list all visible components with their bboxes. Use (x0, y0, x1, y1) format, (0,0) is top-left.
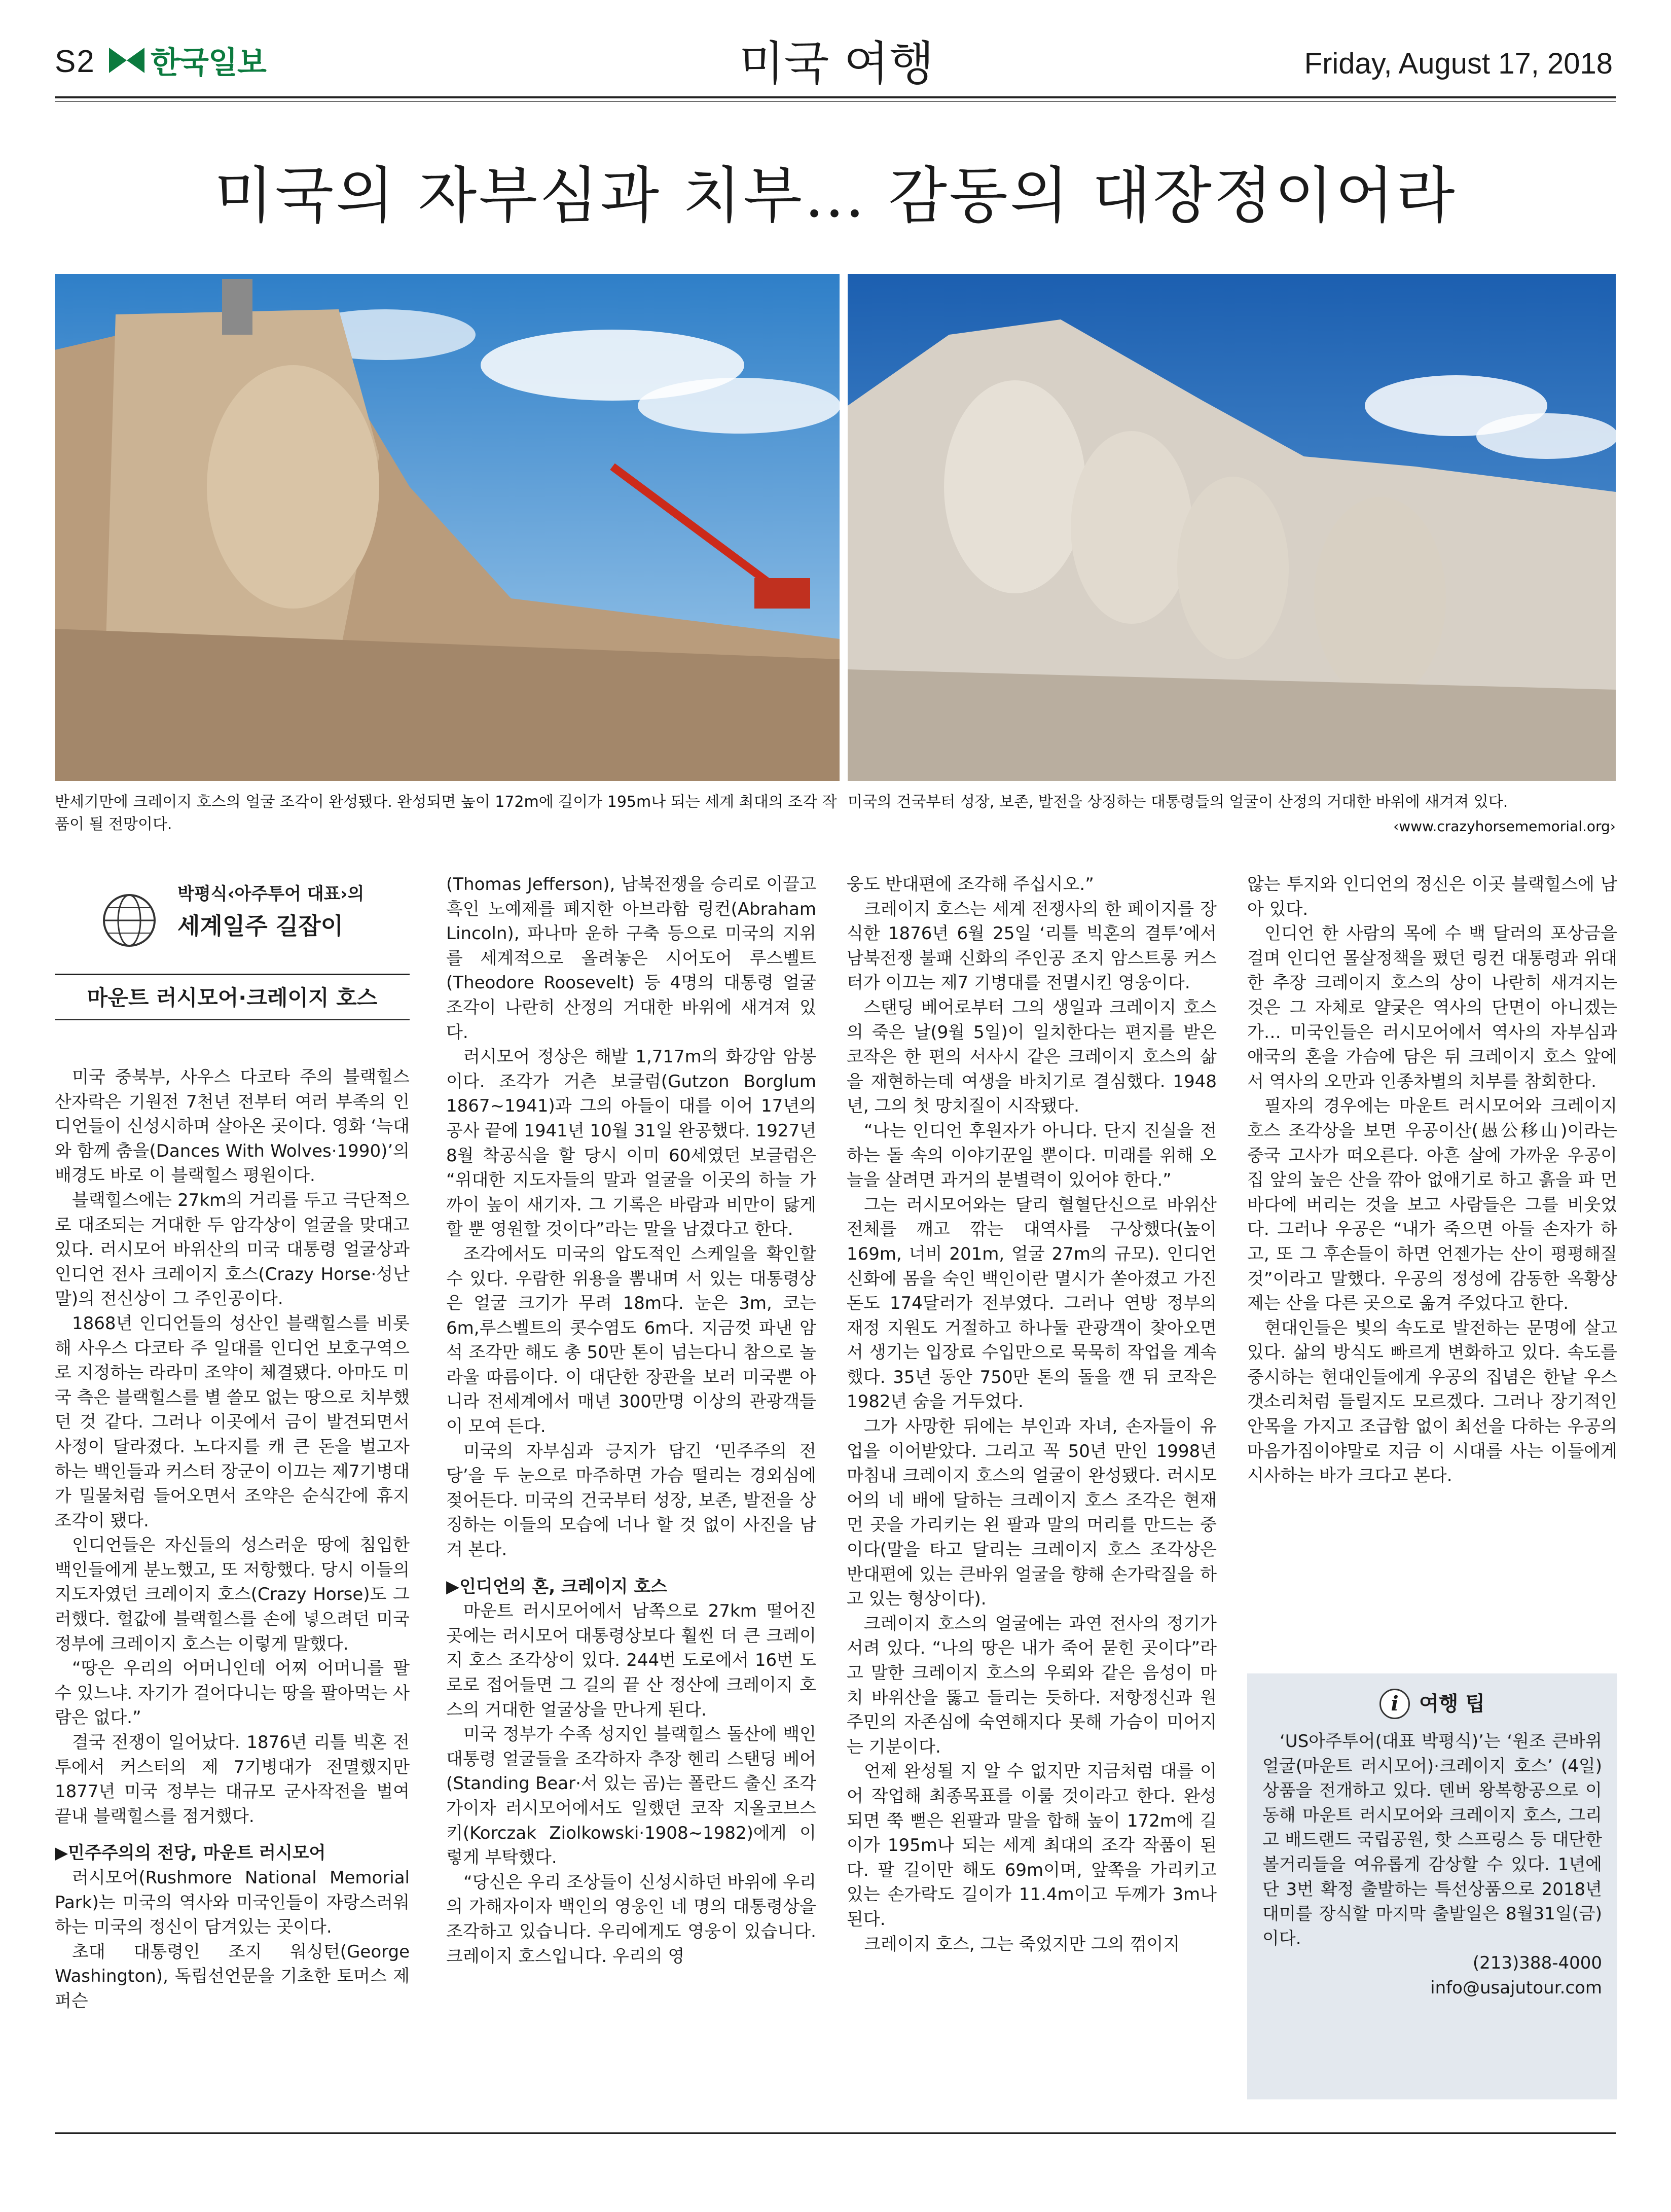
column-4 (1247, 872, 1617, 1488)
travel-tip-email[interactable]: info@usajutour.com (1430, 1977, 1602, 1998)
logo-bowtie-icon (109, 48, 144, 73)
travel-tip-body: ‘US아주투어(대표 박평식)’는 ‘원조 큰바위얼굴(마운트 러시모어)·크레이지 호스’ (4일) 상품을 전개하고 있다. 덴버 왕복항공으로 이동해 마운트 러시모어와 크레이지 호스, 그리고 배드랜드 국립공원, 핫 스프링스 등 대단한 볼거리들을 여유롭게 감상할 수 있다. 1년에 단 3번 확정 출발하는 특선상품으로 2018년 대미를 장식할 마지막 출발일은 8월31일(금)이다. (1262, 1731, 1602, 1949)
column-1 (55, 1065, 410, 2014)
paragraph: 결국 전쟁이 일어났다. 1876년 리틀 빅혼 전투에서 커스터의 제 7기병대가 전멸했지만 1877년 미국 정부는 대규모 군사작전을 벌여 끝내 블랙힐스를 점거했다. (55, 1732, 410, 1827)
travel-tip-content (1262, 1689, 1602, 2001)
paragraph: 마운트 러시모어에서 남쪽으로 27km 떨어진 곳에는 러시모어 대통령상보다 훨씬 더 큰 크레이지 호스 조각상이 있다. 244번 도로에서 16번 도로로 접어들면 그 길의 끝 산 정산에 크레이지 호스의 거대한 얼굴상을 만나게 된다. (446, 1601, 816, 1720)
byline-rule-bottom (55, 1019, 410, 1020)
section-title: 미국 여행 (739, 37, 934, 91)
travel-tip-header (1262, 1689, 1602, 1719)
paragraph: 미국의 자부심과 긍지가 담긴 ‘민주주의 전당’을 두 눈으로 마주하면 가슴 떨리는 경외심에 젖어든다. 미국의 건국부터 성장, 보존, 발전을 상징하는 이들의 모습에 너나 할 것 없이 사진을 남겨 본다. (446, 1441, 816, 1560)
paragraph: 초대 대통령인 조지 워싱턴(George Washington), 독립선언문을 기초한 토머스 제퍼슨 (55, 1941, 410, 2011)
paragraph: “나는 인디언 후원자가 아니다. 단지 진실을 전하는 돌 속의 이야기꾼일 뿐이다. 미래를 위해 오늘을 살려면 과거의 분별력이 있어야 한다.” (847, 1120, 1217, 1191)
crazy-horse-photo (55, 274, 840, 781)
byline-series: 세계일주 길잡이 (177, 912, 344, 940)
paragraph: 않는 투지와 인디언의 정신은 이곳 블랙힐스에 남아 있다. (1247, 874, 1617, 919)
globe-icon (101, 893, 157, 948)
paragraph: 조각에서도 미국의 압도적인 스케일을 확인할 수 있다. 우람한 위용을 뽐내며 서 있는 대통령상은 얼굴 크기가 무려 18m다. 눈은 3m, 코는 6m,루스벨트의 콧수염도 6m다. 지금껏 파낸 암석 조각만 해도 총 50만 톤이 넘는다니 참으로 놀라울 따름이다. 이 대단한 장관을 보러 미국뿐 아니라 전세계에서 매년 300만명 이상의 관광객들이 모여 든다. (446, 1243, 816, 1437)
info-icon: i (1379, 1689, 1410, 1719)
travel-tip-phone: (213)388-4000 (1472, 1953, 1602, 1974)
paragraph: 블랙힐스에는 27km의 거리를 두고 극단적으로 대조되는 거대한 두 암각상이 얼굴을 맞대고 있다. 러시모어 바위산의 미국 대통령 얼굴상과 인디언 전사 크레이지 호스(Crazy Horse·성난 말)의 전신상이 그 주인공이다. (55, 1190, 410, 1309)
article-subtitle: 마운트 러시모어·크레이지 호스 (87, 985, 378, 1010)
page-header (0, 0, 1671, 96)
paragraph: 언제 완성될 지 알 수 없지만 지금처럼 대를 이어 작업해 최종목표를 이룰 것이라고 한다. 완성되면 쭉 뻗은 왼팔과 말을 합해 높이 172m에 길이가 195m나 되는 세계 최대의 조각 작품이 된다. 팔 길이만 해도 69m이며, 앞쪽을 가리키고 있는 손가락도 길이가 11.4m이고 두께가 3m나 된다. (847, 1761, 1217, 1930)
page-number: S2 (55, 44, 95, 79)
paragraph: 미국 정부가 수족 성지인 블랙힐스 돌산에 백인 대통령 얼굴들을 조각하자 추장 헨리 스탠딩 베어(Standing Bear·서 있는 곰)는 폴란드 출신 조각가이자 러시모어에서도 일했던 코작 지올코브스키(Korczak Ziolkowski·1908~1982)에게 이렇게 부탁했다. (446, 1724, 816, 1868)
logo-text: 한국일보 (151, 45, 266, 81)
paragraph: 현대인들은 빛의 속도로 발전하는 문명에 살고 있다. 삶의 방식도 빠르게 변화하고 있다. 속도를 중시하는 현대인들에게 우공의 집념은 한낱 우스갯소리처럼 들릴지도 모르겠다. 그러나 장기적인 안목을 가지고 조급함 없이 최선을 다하는 우공의 마음가짐이야말로 지금 이 시대를 사는 이들에게 시사하는 바가 크다고 본다. (1247, 1317, 1617, 1486)
paragraph: 러시모어 정상은 해발 1,717m의 화강암 암봉이다. 조각가 거츤 보글럼(Gutzon Borglum 1867~1941)과 그의 아들이 대를 이어 17년의 공사 끝에 1941년 10월 31일 완공했다. 1927년 8월 착공식을 할 당시 이미 60세였던 보글럼은 “위대한 지도자들의 말과 얼굴을 이곳의 하늘 가까이 높이 새기자. 그 기록은 바람과 비만이 닳게 할 뿐 영원할 것이다”라는 말을 남겼다고 한다. (446, 1047, 816, 1240)
photo-credit: ‹www.crazyhorsememorial.org› (1393, 818, 1616, 835)
paragraph: 미국 중북부, 사우스 다코타 주의 블랙힐스 산자락은 기원전 7천년 전부터 여러 부족의 인디언들이 신성시하며 살아온 곳이다. 영화 ‘늑대와 함께 춤을(Dances With Wolves·1990)’의 배경도 바로 이 블랙힐스 평원이다. (55, 1067, 410, 1186)
paragraph: 크레이지 호스, 그는 죽었지만 그의 꺾이지 (864, 1934, 1180, 1954)
paragraph: 1868년 인디언들의 성산인 블랙힐스를 비롯해 사우스 다코타 주 일대를 인디언 보호구역으로 지정하는 라라미 조약이 체결됐다. 아마도 미국 측은 블랙힐스를 별 쓸모 없는 땅으로 치부했던 것 같다. 그러나 이곳에서 금이 발견되면서 사정이 달라졌다. 노다지를 캐 큰 돈을 벌고자 하는 백인들과 커스터 장군이 이끄는 제7기병대가 밀물처럼 들어오면서 조약은 순식간에 휴지조각이 됐다. (55, 1313, 410, 1531)
paragraph: 필자의 경우에는 마운트 러시모어와 크레이지 호스 조각상을 보면 우공이산(愚公移山)이라는 중국 고사가 떠오른다. 아흔 살에 가까운 우공이 집 앞의 높은 산을 깎아 없애기로 하고 흙을 파 먼 바다에 버리는 것을 보고 사람들은 그를 비웃었다. 그러나 우공은 “내가 죽으면 아들 손자가 하고, 또 그 후손들이 하면 언젠가는 산이 평평해질 것”이라고 말했다. 우공의 정성에 감동한 옥황상제는 산을 다른 곳으로 옮겨 주었다고 한다. (1247, 1096, 1617, 1314)
right-photo-caption: 미국의 건국부터 성장, 보존, 발전을 상징하는 대통령들의 얼굴이 산정의 거대한 바위에 새겨져 있다. (848, 793, 1508, 811)
byline-rule (55, 974, 410, 975)
paragraph: 러시모어(Rushmore National Memorial Park)는 미국의 역사와 미국인들이 자랑스러워하는 미국의 정신이 담겨있는 곳이다. (55, 1868, 410, 1938)
paragraph: “당신은 우리 조상들이 신성시하던 바위에 우리의 가해자이자 백인의 영웅인 네 명의 대통령상을 조각하고 있습니다. 우리에게도 영웅이 있습니다. 크레이지 호스입니다. 우리의 영 (446, 1872, 816, 1967)
mount-rushmore-illustration (848, 274, 1616, 781)
column-3 (847, 872, 1217, 1956)
issue-date: Friday, August 17, 2018 (1304, 47, 1613, 80)
headline: 미국의 자부심과 치부… 감동의 대장정이어라 (214, 161, 1457, 231)
paragraph: 웅도 반대편에 조각해 주십시오.” (847, 874, 1094, 895)
travel-tip-title: 여행 팁 (1419, 1692, 1485, 1716)
header-rule-thin (55, 101, 1616, 102)
subheading: ▶민주주의의 전당, 마운트 러시모어 (55, 1843, 326, 1864)
paragraph: 그는 러시모어와는 달리 혈혈단신으로 바위산 전체를 깨고 깎는 대역사를 구상했다(높이 169m, 너비 201m, 얼굴 27m의 규모). 인디언 신화에 몸을 숙인 백인이란 멸시가 쏟아졌고 가진 돈도 174달러가 전부였다. 그러나 연방 정부의 재정 지원도 거절하고 하나둘 관광객이 찾아오면서 생기는 입장료 수입만으로 묵묵히 작업을 계속했다. 35년 동안 750만 톤의 돌을 깬 뒤 코작은 1982년 숨을 거두었다. (847, 1194, 1217, 1412)
paragraph: 크레이지 호스의 얼굴에는 과연 전사의 정기가 서려 있다. “나의 땅은 내가 죽어 묻힌 곳이다”라고 말한 크레이지 호스의 우뢰와 같은 음성이 마치 바위산을 뚫고 들리는 듯하다. 저항정신과 원주민의 자존심에 숙연해지다 못해 가슴이 미어지는 기분이다. (847, 1613, 1217, 1757)
newspaper-logo (109, 43, 266, 81)
mount-rushmore-photo (848, 274, 1616, 781)
paragraph: 인디언 한 사람의 목에 수 백 달러의 포상금을 걸며 인디언 몰살정책을 폈던 링컨 대통령과 위대한 추장 크레이지 호스의 상이 나란히 새겨지는 것은 그 자체로 얄궂은 역사의 단면이 아니겠는가… 미국인들은 러시모어에서 역사의 자부심과 애국의 혼을 가슴에 담은 뒤 크레이지 호스 앞에서 역사의 오만과 인종차별의 치부를 참회한다. (1247, 923, 1617, 1092)
header-rule (55, 96, 1616, 98)
byline-author: 박평식‹아주투어 대표›의 (177, 884, 365, 904)
paragraph: 크레이지 호스는 세계 전쟁사의 한 페이지를 장식한 1876년 6월 25일 ‘리틀 빅혼의 결투’에서 남북전쟁 불패 신화의 주인공 조지 암스트롱 커스터가 이끄는 제7 기병대를 전멸시킨 영웅이다. (847, 899, 1217, 993)
column-2 (446, 872, 816, 1969)
paragraph: 인디언들은 자신들의 성스러운 땅에 침입한 백인들에게 분노했고, 또 저항했다. 당시 이들의 지도자였던 크레이지 호스(Crazy Horse)도 그러했다. 헐값에 블랙힐스를 손에 넣으려던 미국 정부에 크레이지 호스는 이렇게 말했다. (55, 1535, 410, 1654)
paragraph: 스탠딩 베어로부터 그의 생일과 크레이지 호스의 죽은 날(9월 5일)이 일치한다는 편지를 받은 코작은 한 편의 서사시 같은 크레이지 호스의 삶을 재현하는데 여생을 바치기로 결심했다. 1948년, 그의 첫 망치질이 시작됐다. (847, 997, 1217, 1117)
left-photo-caption: 반세기만에 크레이지 호스의 얼굴 조각이 완성됐다. 완성되면 높이 172m에 길이가 195m나 되는 세계 최대의 조각 작품이 될 전망이다. (55, 793, 837, 833)
subheading: ▶인디언의 혼, 크레이지 호스 (446, 1576, 667, 1597)
crazy-horse-illustration (55, 274, 840, 781)
footer-rule (55, 2132, 1616, 2134)
paragraph: (Thomas Jefferson), 남북전쟁을 승리로 이끌고 흑인 노예제를 폐지한 아브라함 링컨(Abraham Lincoln), 파나마 운하 구축 등으로 미국의 지위를 세계적으로 올려놓은 시어도어 루스벨트(Theodore Roosevelt) 등 4명의 대통령 얼굴 조각이 나란히 산정의 거대한 바위에 새겨져 있다. (446, 874, 816, 1043)
paragraph: “땅은 우리의 어머니인데 어찌 어머니를 팔 수 있느냐. 자기가 걸어다니는 땅을 팔아먹는 사람은 없다.” (55, 1658, 410, 1728)
paragraph: 그가 사망한 뒤에는 부인과 자녀, 손자들이 유업을 이어받았다. 그리고 꼭 50년 만인 1998년 마침내 크레이지 호스의 얼굴이 완성됐다. 러시모어의 네 배에 달하는 크레이지 호스 조각은 현재 먼 곳을 가리키는 왼 팔과 말의 머리를 만드는 중이다(말을 타고 달리는 크레이지 호스 조각상은 반대편에 있는 큰바위 얼굴을 향해 손가락질을 하고 있는 형상이다). (847, 1416, 1217, 1610)
